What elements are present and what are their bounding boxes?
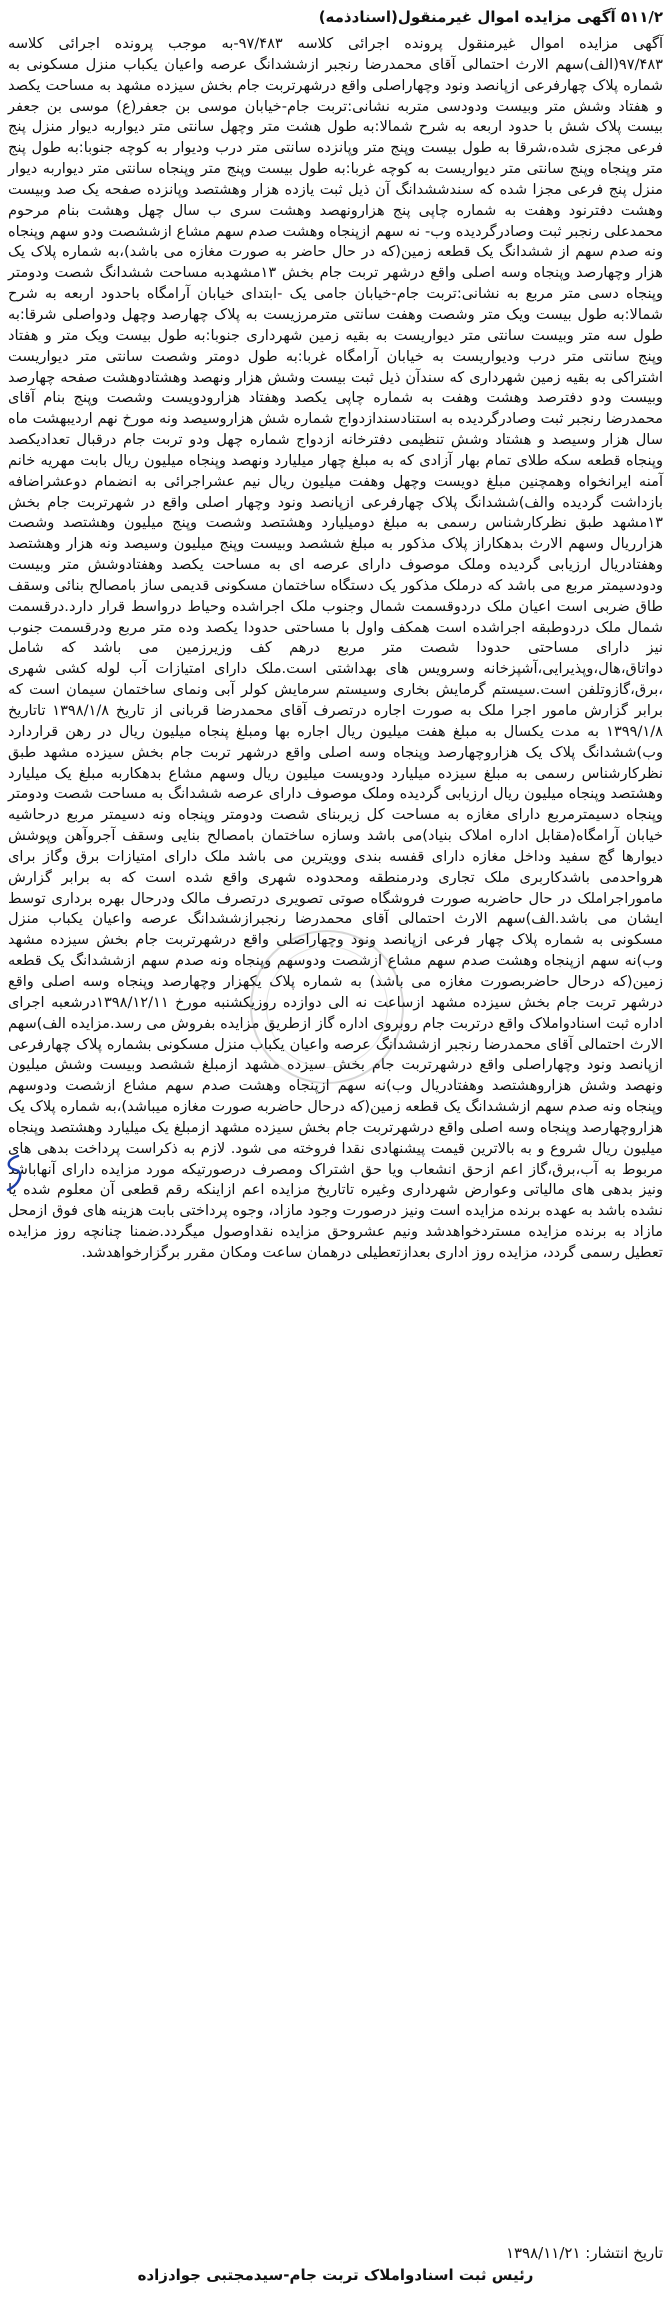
handwritten-mark-icon bbox=[2, 1150, 26, 1196]
signature-line: رئیس ثبت اسنادواملاک تربت جام-سیدمجتبی جوادزاده bbox=[137, 2266, 534, 2284]
notice-footer bbox=[8, 2242, 663, 2286]
publication-date: تاریخ انتشار: ۱۳۹۸/۱۱/۲۱ bbox=[505, 2244, 663, 2262]
notice-title: ۵۱۱/۲ آگهی مزایده اموال غیرمنقول(اسنادذمه) bbox=[318, 8, 663, 26]
auction-notice bbox=[8, 6, 663, 2292]
notice-body: آگهی مزایده اموال غیرمنقول پرونده اجرائی کلاسه ۹۷/۴۸۳-به موجب پرونده اجرائی کلاسه ۹۷/۴۸۳(الف)سهم الارث احتمالی آقای محمدرضا رنجبر ازششدانگ عرصه واعیان یکباب منزل مسکونی به شماره پلاک چهارفرعی ازپانصد ونود وچهاراصلی واقع درشهرتربت جام بخش سیزده مشهد به مساحت یکصد و هفتاد وشش متر وبیست ودودسی متربه نشانی:تربت جام-خیابان موسی بن جعفر(ع) موسی بن جعفر بیست پلاک شش با حدود اربعه به شرح شمالا:به طول هشت متر وچهل سانتی متر دیواربه دیوار منزل پنج فرعی مجزی شده،شرقا به طول بیست وپنج متر وپانزده سانتی متر درب ودیوار به کوچه جنوبا:به طول پنج متر وپنجاه وپنج سانتی متر دیواریست به کوچه غربا:به طول بیست وپنج متر وپنجاه سانتی متر دیواربه دیوار منزل پنج فرعی مجزا شده که سندششدانگ آن ذیل ثبت یازده هزار وهشتصد وپانزده صفحه یک صد وبیست وهشت دفترنود وهفت به شماره چاپی پنج هزارونهصد وهشت سری ب سال چهل وهشت بنام مرحوم محمدعلی رنجبر ثبت وصادرگردیده وب- نه سهم ازپنجاه وهشت صدم سهم مشاع ازششصت ودو سهم وپنجاه ونه صدم سهم از ششدانگ یک قطعه زمین(که در حال حاضر به صورت مغازه می باشد)،به شماره پلاک یک هزار وچهارصد وپنجاه وسه اصلی واقع درشهر تربت جام بخش ۱۳مشهدبه مساحت ششدانگ شصت ودومتر وپنجاه دسی متر مربع به نشانی:تربت جام-خیابان جامی یک -ابتدای خیابان آرامگاه باحدود اربعه به شرح شمالا:به طول بیست ویک متر وشصت وهفت سانتی مترمرزیست به پلاک چهارصد وچهل ودواصلی شرقا:به طول سه متر وبیست سانتی متر دیواریست به بقیه زمین شهرداری جنوبا:به طول بیست ویک متر و هفتاد وپنج سانتی متر درب ودیواریست به خیابان آرامگاه غربا:به طول دومتر وشصت سانتی متر دیواریست اشتراکی به بقیه زمین شهرداری که سندآن ذیل ثبت بیست وشش هزار ونهصد وهشتادوهشت صفحه چهارصد وبیست ودو دفترصد وهشت وهفت به شماره چاپی یکصد وهفتاد هزارودویست وشصت وپنج بنام آقای محمدرضا رنجبر ثبت وصادرگردیده به استنادسندازدواج شماره شش هزاروسیصد ونه مورخ نهم اردیبهشت ماه سال هزار وسیصد و هشتاد وشش تنظیمی دفترخانه ازدواج شماره چهل ودو تربت جام درقبال تعدادیکصد وپنجاه قطعه سکه طلای تمام بهار آزادی که به مبلغ چهار میلیارد ونهصد وپنجاه میلیون ریال بابت مهریه خانم آمنه ایرانخواه وهمچنین مبلغ دویست وچهل وهفت میلیون ریال نیم عشراجرائی به انضمام دوعشراضافه بازداشت گردیده والف)ششدانگ پلاک چهارفرعی ازپانصد ونود وچهار اصلی واقع در شهرتربت جام بخش ۱۳مشهد طبق نظرکارشناس رسمی به مبلغ دومیلیارد وهشتصد وشصت وپنج میلیون وهشتصد وشصت هزارریال وسهم الارث بدهکاراز پلاک مذکور به مبلغ ششصد وبیست وپنج میلیون وسیصد ونه هزار وهشتصد وهفتادریال ارزیابی گردیده وملک موصوف دارای عرصه ای به مساحت یکصد وهفتادوشش متر وبیست ودودسیمتر مربع می باشد که درملک مذکور یک دستگاه ساختمان مسکونی قدیمی ساز بامصالح بنائی وسقف طاق ضربی است اعیان ملک دردوقسمت شمال وجنوب ملک اجراشده وحیاط درواسط قرار دارد.درقسمت شمال ملک دردوطبقه اجراشده است همکف واول با مساحتی حدودا یکصد وده متر مربع ودرقسمت جنوب نیز دارای مساحتی حدودا شصت متر مربع درهم کف وزیرزمین می باشد که شامل دواتاق،هال،وپذیرایی،آشپزخانه وسرویس های بهداشتی است.ملک دارای امتیازات آب لوله کشی شهری ،برق،گازوتلفن است.سیستم گرمایش بخاری وسیستم سرمایش کولر آبی ونمای ساختمان سیمان است که برابر گزارش مامور اجرا ملک به صورت اجاره درتصرف آقای محمدرضا قربانی از تاریخ ۱۳۹۸/۱/۸ تاتاریخ ۱۳۹۹/۱/۸ به مدت یکسال به مبلغ هفت میلیون ریال اجاره بها ومبلغ پنجاه میلیون ریال در رهن قراردارد وب)ششدانگ پلاک یک هزاروچهارصد وپنجاه وسه اصلی واقع درشهر تربت جام بخش سیزده مشهد طبق نظرکارشناس رسمی به مبلغ سیزده میلیارد ودویست میلیون ریال وسهم مشاع بدهکاربه مبلغ یک میلیارد وهشتصد وپنجاه میلیون ریال ارزیابی گردیده وملک موصوف دارای عرصه ششدانگ به مساحت شصت ودومتر وپنجاه دسیمترمربع دارای مغازه به مساحت کل زیربنای شصت ودومتر وپنجاه ونه دسیمتر مربع درحاشیه خیابان آرامگاه(مقابل اداره املاک بنیاد)می باشد وسازه ساختمان بامصالح بنایی وسقف آجروآهن وپوشش دیوارها گچ سفید وداخل مغازه دارای قفسه بندی وویترین می باشد ملک دارای امتیازات برق وگاز برای هرواحدمی باشدکاربری ملک تجاری ودرمنطقه ومحدوده شهری واقع شده است که به برابر گزارش ماموراجراملک در حال حاضربه صورت فروشگاه صوتی تصویری درتصرف مالک ودرحال بهره برداری توسط ایشان می باشد.الف)سهم الارث احتمالی آقای محمدرضا رنجبرازششدانگ عرصه واعیان یکباب منزل مسکونی به شماره پلاک چهار فرعی ازپانصد ونود وچهاراصلی واقع درشهرتربت جام بخش سیزده مشهد وب)نه سهم ازپنجاه وهشت صدم سهم مشاع ازشصت ودوسهم وپنجاه ونه صدم سهم ازششدانگ یک قطعه زمین(که درحال حاضربصورت مغازه می باشد) به شماره پلاک یکهزار وچهارصد وپنجاه وسه اصلی واقع درشهر تربت جام بخش سیزده مشهد ازساعت نه الی دوازده روزیکشنبه مورخ ۱۳۹۸/۱۲/۱۱درشعبه اجرای اداره ثبت اسنادواملاک واقع درتربت جام روبروی اداره گاز ازطریق مزایده بفروش می رسد.مزایده الف)سهم الارث احتمالی آقای محمدرضا رنجبر ازششدانگ عرصه واعیان یکباب منزل مسکونی بشماره پلاک چهارفرعی ازپانصد ونود وچهاراصلی واقع درشهرتربت جام بخش سیزده مشهد ازمبلغ ششصد وبیست وشش میلیون ونهصد وشش هزاروهشتصد وهفتادریال وب)نه سهم ازپنجاه وهشت صدم سهم مشاع ازشصت ودوسهم وپنجاه ونه صدم سهم ازششدانگ یک قطعه زمین(که درحال حاضربه صورت مغازه میباشد)،به شماره پلاک یک هزاروچهارصد وپنجاه وسه اصلی واقع درشهرتربت جام بخش سیزده مشهد ازمبلغ یک میلیارد وهشتصد وپنجاه میلیون ریال شروع و به بالاترین قیمت پیشنهادی نقدا فروخته می شود. لازم به ذکراست پرداخت بدهی های مربوط به آب،برق،گاز اعم ازحق انشعاب ویا حق اشتراک ومصرف درصورتیکه مورد مزایده دارای آنهاباشد ونیز بدهی های مالیاتی وعوارض شهرداری وغیره تاتاریخ مزایده اعم ازاینکه رقم قطعی آن معلوم شده یا نشده باشد به عهده برنده مزایده است ونیز درصورت وجود مازاد، وجوه پرداختی بابت هزینه های فوق ازمحل مازاد به برنده مزایده مستردخواهدشد ونیم عشروحق مزایده نقداوصول میگردد.ضمنا چنانچه روز مزایده تعطیل رسمی گردد، مزایده روز اداری بعدازتعطیلی درهمان ساعت ومکان مقرر برگزارخواهدشد. bbox=[8, 35, 663, 1261]
